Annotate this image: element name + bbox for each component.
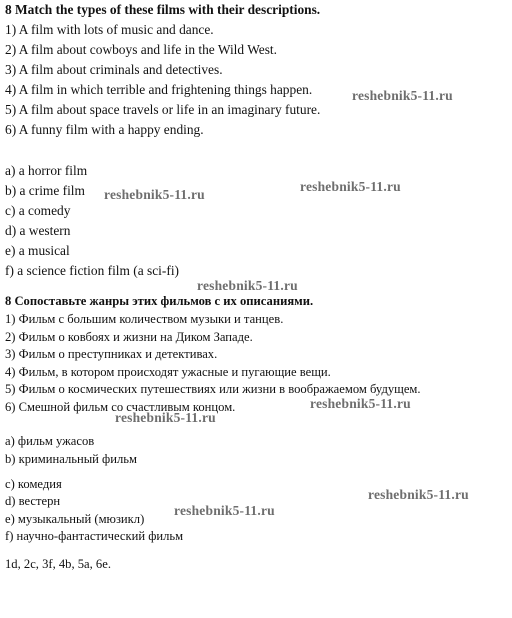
russian-description-6: 6) Смешной фильм со счастливым концом. [5, 400, 236, 414]
russian-description-5: 5) Фильм о космических путешествиях или жизни в воображаемом будущем. [5, 382, 421, 396]
english-type-e: e) a musical [5, 243, 70, 258]
answer-key: 1d, 2c, 3f, 4b, 5a, 6e. [5, 557, 111, 571]
english-description-4: 4) A film in which terrible and frightening things happen. [5, 82, 313, 97]
watermark-text: reshebnik5-11.ru [174, 503, 275, 518]
watermark-text: reshebnik5-11.ru [104, 187, 205, 202]
english-type-c: c) a comedy [5, 203, 71, 218]
watermark-text: reshebnik5-11.ru [352, 88, 453, 103]
russian-description-3: 3) Фильм о преступниках и детективах. [5, 347, 218, 361]
english-heading: 8 Match the types of these films with their descriptions. [5, 2, 321, 17]
russian-description-2: 2) Фильм о ковбоях и жизни на Диком Западе. [5, 330, 253, 344]
russian-description-4: 4) Фильм, в котором происходят ужасные и пугающие вещи. [5, 365, 331, 379]
russian-description-1: 1) Фильм с большим количеством музыки и танцев. [5, 312, 284, 326]
russian-type-e: e) музыкальный (мюзикл) [5, 512, 145, 526]
english-description-1: 1) A film with lots of music and dance. [5, 22, 214, 37]
english-description-5: 5) A film about space travels or life in an imaginary future. [5, 102, 321, 117]
watermark-text: reshebnik5-11.ru [115, 410, 216, 425]
english-description-6: 6) A funny film with a happy ending. [5, 122, 204, 137]
english-type-d: d) a western [5, 223, 71, 238]
russian-type-a: a) фильм ужасов [5, 434, 95, 448]
russian-heading: 8 Сопоставьте жанры этих фильмов с их описаниями. [5, 294, 314, 308]
english-type-f: f) a science fiction film (a sci-fi) [5, 263, 179, 278]
english-type-a: a) a horror film [5, 163, 88, 178]
watermark-text: reshebnik5-11.ru [368, 487, 469, 502]
russian-type-b: b) криминальный фильм [5, 452, 137, 466]
russian-type-c: c) комедия [5, 477, 62, 491]
english-description-2: 2) A film about cowboys and life in the Wild West. [5, 42, 277, 57]
russian-type-d: d) вестерн [5, 494, 61, 508]
watermark-text: reshebnik5-11.ru [300, 179, 401, 194]
english-type-b: b) a crime film [5, 183, 85, 198]
russian-type-f: f) научно-фантастический фильм [5, 529, 184, 543]
watermark-text: reshebnik5-11.ru [197, 278, 298, 293]
english-description-3: 3) A film about criminals and detectives. [5, 62, 223, 77]
watermark-text: reshebnik5-11.ru [310, 396, 411, 411]
